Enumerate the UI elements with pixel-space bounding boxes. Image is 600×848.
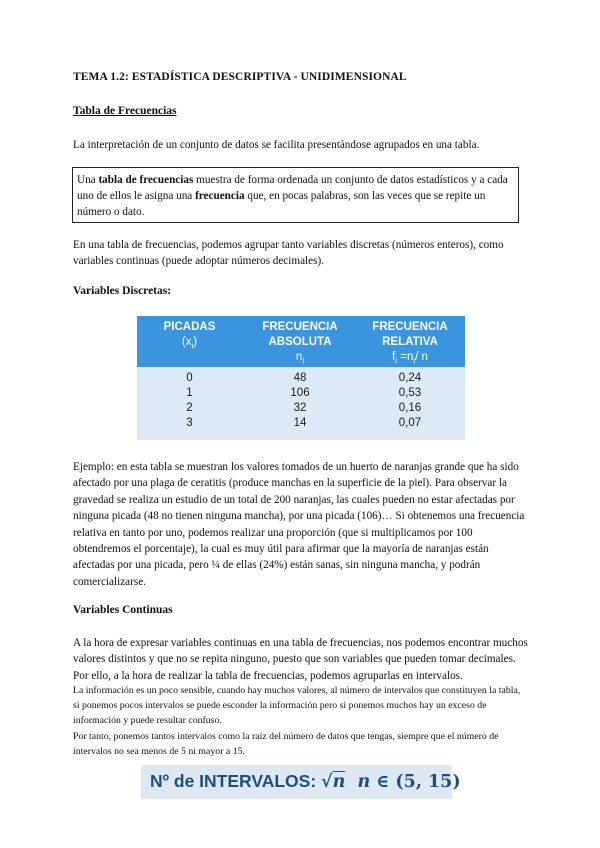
table-cell: 106 xyxy=(290,387,310,399)
header-text xyxy=(245,350,355,368)
continuous-note: La información es un poco sensible, cuando hay muchos valores, al número de intervalos que constituyen la tabla, si ponemos pocos intervalos se puede esconder la información pero si ponemos muchos hay un exceso de información y puede resultar confuso. xyxy=(73,685,521,727)
example-paragraph: Ejemplo: en esta tabla se muestran los valores tomados de un huerto de naranjas grande que ha sido afectado por una plaga de ceratitis (produce manchas en la superficie de la piel). Para observar la gravedad se realiza un estudio de un total de 200 naranjas, las cuales pueden no estar afectadas por ninguna picada (48 no tienen ninguna mancha), por una picada (106)… Si obtenemos una frecuencia relativa en tanto por uno, podemos realizar una proporción (que si multiplicamos por 100 obtendremos el porcentaje), la cual es muy útil para afirmar que la mayoría de naranjas están afectadas por una picada, pero ¼ de ellas (24%) están sanas, sin ninguna mancha, y podrán comercializarse. xyxy=(73,461,525,588)
header-text: f xyxy=(392,351,396,363)
intro-paragraph: La interpretación de un conjunto de datos se facilita presentándose agrupados en una tabla. xyxy=(73,139,480,151)
continuous-variables-heading: Variables Continuas xyxy=(73,604,173,616)
header-text xyxy=(355,350,465,368)
definition-term-table: tabla de frecuencias xyxy=(98,174,194,186)
header-text: n xyxy=(295,351,303,363)
header-text: ) xyxy=(193,336,198,348)
definition-box xyxy=(72,167,519,223)
formula-range: (5, 15) xyxy=(395,772,461,792)
header-subscript: i xyxy=(191,341,194,351)
header-text: / n xyxy=(415,351,428,363)
continuous-note-2: Por tanto, ponemos tantos intervalos como la raíz del número de datos que tengas, siempre que el número de intervalos no sea menos de 5 ni mayor a 15. xyxy=(73,731,499,758)
formula-label: Nº de INTERVALOS: xyxy=(150,771,322,791)
table-cell: 0,16 xyxy=(398,402,422,414)
section-heading-frequency-table: Tabla de Frecuencias xyxy=(73,105,177,117)
table-cell: 0,53 xyxy=(398,387,422,399)
header-subscript: i xyxy=(413,356,416,366)
table-cell: 1 xyxy=(186,387,193,399)
continuous-paragraph: A la hora de expresar variables continuas en una tabla de frecuencias, nos podemos encontrar muchos valores distintos y que no se repita ninguno, puesto que son variables que pueden tomar decimales. Por ello, a la hora de realizar la tabla de frecuencias, podemos agruparlas en intervalos. xyxy=(73,637,528,682)
table-cell: 14 xyxy=(293,417,307,429)
column-header-absolute-frequency xyxy=(245,320,355,368)
table-cell: 2 xyxy=(186,402,193,414)
page-title: TEMA 1.2: ESTADÍSTICA DESCRIPTIVA - UNIDIMENSIONAL xyxy=(73,71,407,83)
header-text: (x xyxy=(181,336,192,348)
header-text: ABSOLUTA xyxy=(268,336,332,348)
header-text: FRECUENCIA xyxy=(262,321,338,333)
table-cell: 32 xyxy=(293,402,307,414)
header-text: PICADAS xyxy=(163,321,216,333)
definition-text-2: muestra de forma ordenada un conjunto de datos estadísticos y a cada uno de ellos le asigna una xyxy=(77,174,508,202)
intervals-formula xyxy=(150,771,461,792)
variable-types-paragraph: En una tabla de frecuencias, podemos agrupar tanto variables discretas (números enteros), como variables continuas (puede adoptar números decimales). xyxy=(73,239,504,268)
formula-n: n xyxy=(332,772,346,792)
table-cell: 0,07 xyxy=(398,417,422,429)
header-text: FRECUENCIA xyxy=(372,321,448,333)
definition-term-frequency: frecuencia xyxy=(195,190,245,202)
header-subscript: i xyxy=(302,356,305,366)
frequency-table xyxy=(137,316,465,440)
header-text: =n xyxy=(397,351,414,363)
header-text: RELATIVA xyxy=(382,336,438,348)
definition-text-3: que, en pocas palabras, son las veces que se repite un número o dato. xyxy=(77,190,486,218)
frequency-table-header xyxy=(137,316,465,367)
table-cell: 48 xyxy=(293,372,307,384)
formula-membership: n ∈ xyxy=(345,772,396,792)
sqrt-symbol: √ xyxy=(321,772,333,792)
table-cell: 0,24 xyxy=(398,372,422,384)
header-text xyxy=(137,335,242,353)
discrete-variables-heading: Variables Discretas: xyxy=(73,285,172,297)
table-cell: 3 xyxy=(186,417,193,429)
header-subscript: i xyxy=(395,356,398,366)
column-header-picadas xyxy=(137,320,242,353)
column-header-relative-frequency xyxy=(355,320,465,368)
definition-text-1: Una xyxy=(77,174,99,186)
intervals-formula-box xyxy=(141,765,461,799)
table-cell: 0 xyxy=(186,372,193,384)
